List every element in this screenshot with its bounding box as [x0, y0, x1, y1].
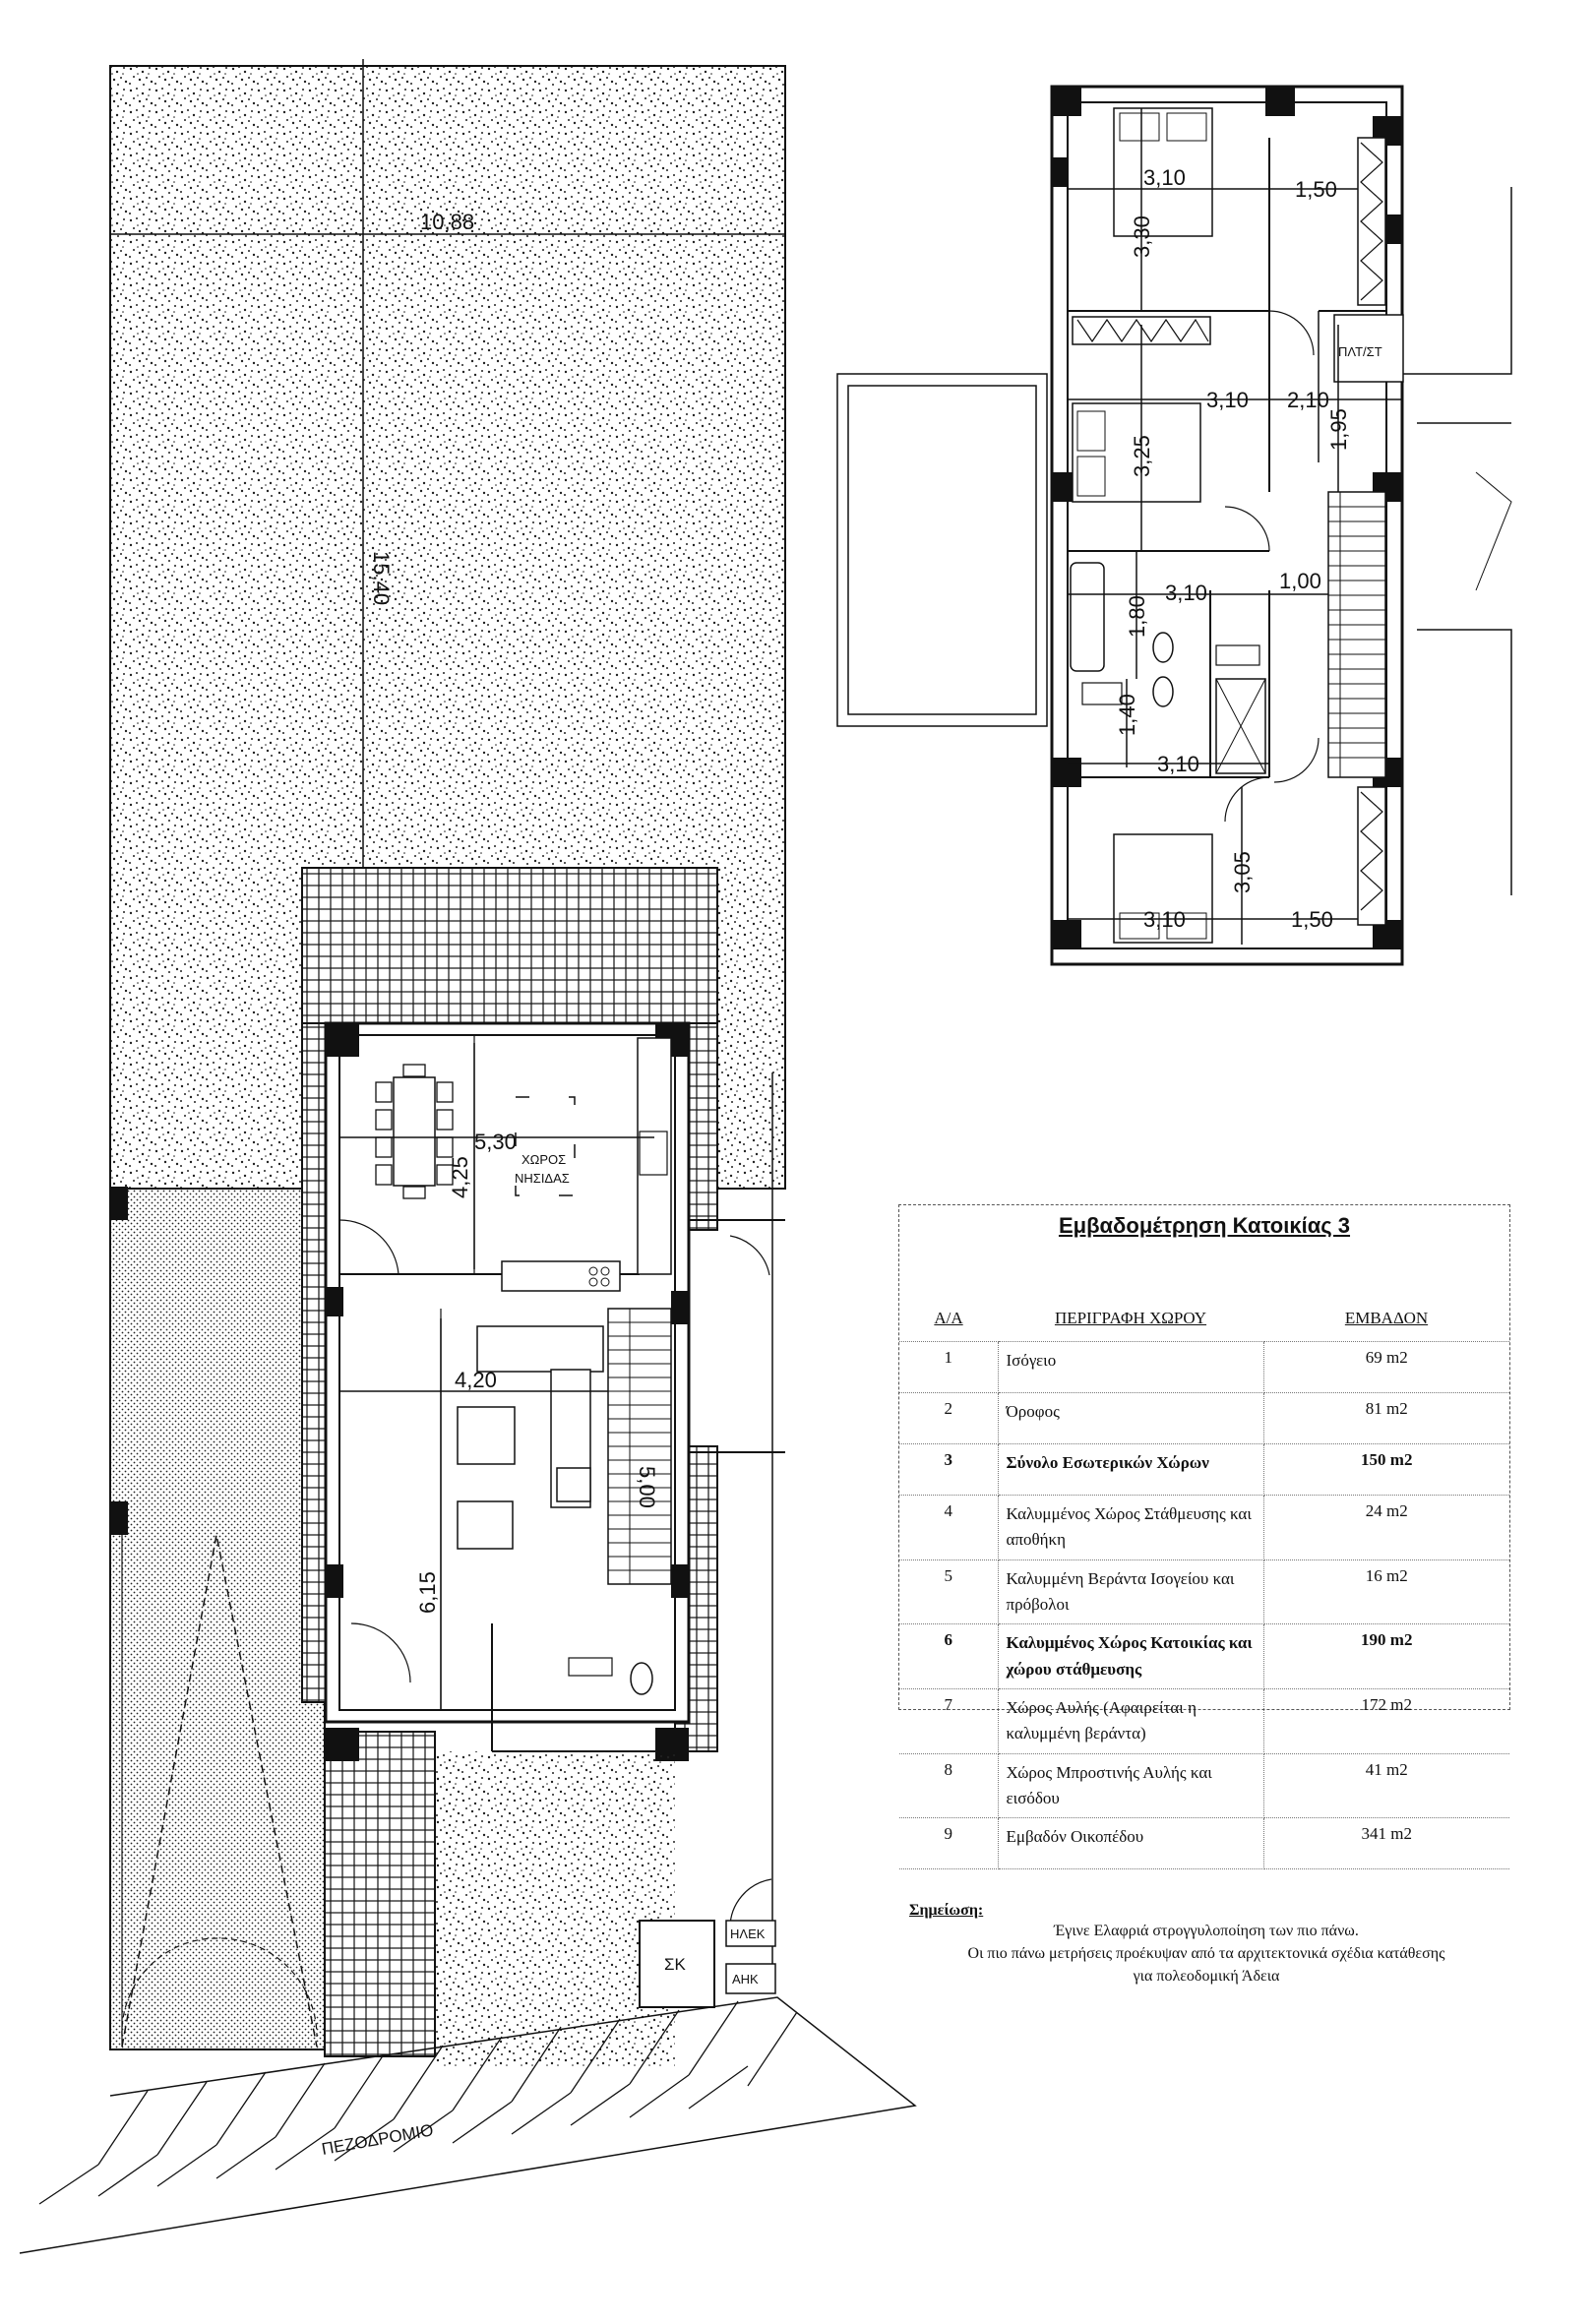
sidewalk-label: ΠΕΖΟΔΡΟΜΙΟ: [320, 2120, 435, 2159]
row-number: 8: [899, 1753, 998, 1818]
row-number: 2: [899, 1393, 998, 1444]
bath-depth-dim: 1,80: [1125, 595, 1149, 638]
wc-toilet: [631, 1663, 652, 1694]
row-number: 1: [899, 1342, 998, 1393]
note-line-3: για πολεοδομική Άδεια: [1133, 1968, 1280, 1986]
stair-dim: 5,00: [635, 1466, 659, 1508]
meter-ahk-label: ΑΗΚ: [732, 1972, 759, 1987]
header-no: Α/Α: [899, 1296, 998, 1342]
table-row: [899, 1624, 1509, 1689]
bathtub: [1071, 563, 1104, 671]
table-row: [899, 1818, 1509, 1869]
wc-width-dim: 3,10: [1157, 752, 1199, 776]
table-row: [899, 1444, 1509, 1496]
bed1-width-dim: 3,10: [1143, 165, 1186, 190]
row-number: 9: [899, 1818, 998, 1869]
note-heading: Σημείωση:: [909, 1902, 984, 1919]
row-description: Ισόγειο: [998, 1342, 1263, 1393]
balcony: [837, 374, 1047, 726]
header-description: ΠΕΡΙΓΡΑΦΗ ΧΩΡΟΥ: [998, 1296, 1263, 1342]
table-row: [899, 1342, 1509, 1393]
row-number: 7: [899, 1689, 998, 1754]
header-area: ΕΜΒΑΔΟΝ: [1263, 1296, 1509, 1342]
armchair: [458, 1501, 513, 1549]
dining-table: [394, 1077, 435, 1186]
row-description: Σύνολο Εσωτερικών Χώρων: [998, 1444, 1263, 1496]
row-area: 41 m2: [1263, 1753, 1509, 1818]
wardrobe-3: [1358, 787, 1385, 925]
row-number: 5: [899, 1560, 998, 1624]
kitchen-width-dim: 5,30: [474, 1130, 517, 1154]
plot-width-dim: 10,88: [420, 210, 475, 234]
wardrobe1-dim: 1,50: [1295, 177, 1337, 202]
island-label-2: ΝΗΣΙΔΑΣ: [515, 1171, 570, 1186]
row-area: 81 m2: [1263, 1393, 1509, 1444]
ground-floor-plan: [20, 59, 915, 2253]
area-note: [909, 1902, 1504, 1988]
row-area: 341 m2: [1263, 1818, 1509, 1869]
rear-terrace: [302, 868, 717, 1041]
table-row: [899, 1393, 1509, 1444]
bed3-width-dim: 3,10: [1143, 907, 1186, 932]
area-table: [899, 1296, 1509, 1869]
row-description: Καλυμμένος Χώρος Κατοικίας και χώρου στάθμευσης: [998, 1624, 1263, 1689]
row-area: 69 m2: [1263, 1342, 1509, 1393]
bed2-width-dim: 3,10: [1206, 388, 1249, 412]
meter-ilek-label: ΗΛΕΚ: [730, 1926, 766, 1941]
row-number: 6: [899, 1624, 998, 1689]
laundry-label: ΠΛΤ/ΣΤ: [1338, 344, 1382, 359]
area-table-title: Εμβαδομέτρηση Κατοικίας 3: [1058, 1213, 1351, 1238]
island-label-1: ΧΩΡΟΣ: [522, 1152, 567, 1167]
wardrobe3-dim: 1,50: [1291, 907, 1333, 932]
row-area: 172 m2: [1263, 1689, 1509, 1754]
row-description: Χώρος Αυλής (Αφαιρείται η καλυμμένη βεράντα): [998, 1689, 1263, 1754]
note-line-2: Οι πιο πάνω μετρήσεις προέκυψαν από τα αρχιτεκτονικά σχέδια κατάθεσης: [967, 1945, 1445, 1963]
kitchen-depth-dim: 4,25: [448, 1156, 472, 1198]
row-description: Καλυμμένος Χώρος Στάθμευσης και αποθήκη: [998, 1496, 1263, 1560]
front-yard: [435, 1751, 675, 2066]
table-row: [899, 1560, 1509, 1624]
entrance-path: [325, 1732, 435, 2056]
wc-depth-dim: 1,40: [1115, 694, 1139, 736]
ground-stair: [608, 1309, 671, 1584]
row-number: 4: [899, 1496, 998, 1560]
table-row: [899, 1753, 1509, 1818]
plot-depth-dim: 15,40: [369, 551, 394, 606]
area-table-panel: [898, 1204, 1510, 1986]
row-description: Χώρος Μπροστινής Αυλής και εισόδου: [998, 1753, 1263, 1818]
coffee-table: [458, 1407, 515, 1464]
living-depth-dim: 6,15: [415, 1571, 440, 1614]
living-width-dim: 4,20: [455, 1368, 497, 1392]
table-row: [899, 1496, 1509, 1560]
table-header-row: [899, 1296, 1509, 1342]
row-description: Καλυμμένη Βεράντα Ισογείου και πρόβολοι: [998, 1560, 1263, 1624]
corridor-dim: 1,00: [1279, 569, 1321, 593]
bed2-depth-dim: 3,25: [1130, 435, 1154, 477]
row-description: Εμβαδόν Οικοπέδου: [998, 1818, 1263, 1869]
table-row: [899, 1689, 1509, 1754]
row-number: 3: [899, 1444, 998, 1496]
bath-width-dim: 3,10: [1165, 581, 1207, 605]
bed3-depth-dim: 3,05: [1230, 851, 1255, 893]
note-line-1: Έγινε Ελαφριά στρογγυλοποίηση των πιο πάνω.: [1054, 1923, 1359, 1939]
row-area: 16 m2: [1263, 1560, 1509, 1624]
upper-floor-plan: [837, 87, 1511, 964]
hall-depth-dim: 1,95: [1326, 408, 1351, 451]
row-description: Όροφος: [998, 1393, 1263, 1444]
bed1-depth-dim: 3,30: [1130, 215, 1154, 258]
row-area: 190 m2: [1263, 1624, 1509, 1689]
meter-sk-label: ΣΚ: [664, 1955, 686, 1974]
sofa: [477, 1326, 603, 1372]
row-area: 24 m2: [1263, 1496, 1509, 1560]
hall-width-dim: 2,10: [1287, 388, 1329, 412]
row-area: 150 m2: [1263, 1444, 1509, 1496]
upper-stair: [1328, 492, 1385, 777]
